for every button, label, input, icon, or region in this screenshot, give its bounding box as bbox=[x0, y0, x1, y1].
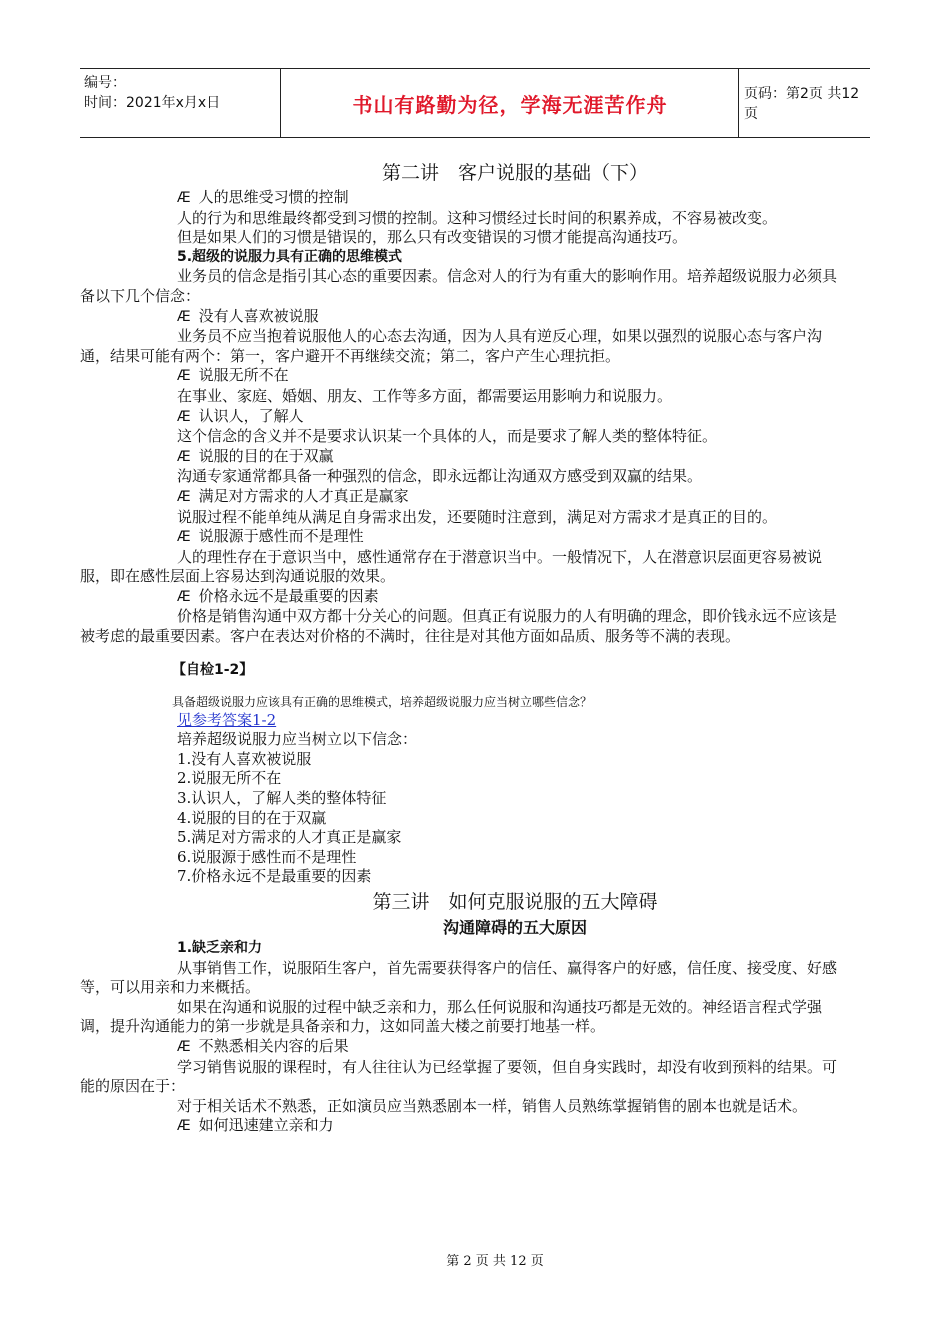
bullet-heading: Æ 人的思维受习惯的控制 bbox=[177, 188, 349, 206]
number-label: 编号： bbox=[84, 75, 126, 91]
answer-item: 6.说服源于感性而不是理性 bbox=[177, 847, 357, 866]
bullet-icon: Æ bbox=[177, 588, 191, 605]
bullet-icon: Æ bbox=[177, 1038, 191, 1055]
reference-link[interactable]: 见参考答案1-2 bbox=[177, 710, 277, 729]
bullet-heading: Æ 说服源于感性而不是理性 bbox=[177, 527, 364, 546]
answer-item: 1.没有人喜欢被说服 bbox=[177, 749, 312, 768]
bullet-icon: Æ bbox=[177, 1118, 191, 1135]
answer-item: 4.说服的目的在于双赢 bbox=[177, 808, 327, 827]
paragraph: 沟通专家通常都具备一种强烈的信念，即永远都让沟通双方感受到双赢的结果。 bbox=[177, 467, 703, 486]
answer-item: 2.说服无所不在 bbox=[177, 769, 282, 788]
answer-item: 5.满足对方需求的人才真正是赢家 bbox=[177, 828, 402, 847]
paragraph: 从事销售工作，说服陌生客户，首先需要获得客户的信任、赢得客户的好感，信任度、接受度、好感等，可以用亲和力来概括。 bbox=[80, 958, 838, 997]
bullet-icon: Æ bbox=[177, 308, 191, 325]
subsection-heading: 5.超级的说服力具有正确的思维模式 bbox=[177, 248, 403, 265]
bullet-icon: Æ bbox=[177, 368, 191, 385]
paragraph: 学习销售说服的课程时，有人往往认为已经掌握了要领，但自身实践时，却没有收到预料的结果。可能的原因在于： bbox=[80, 1057, 838, 1096]
bullet-heading: Æ 如何迅速建立亲和力 bbox=[177, 1116, 334, 1135]
answer-intro: 培养超级说服力应当树立以下信念： bbox=[177, 730, 418, 749]
bullet-heading: Æ 说服无所不在 bbox=[177, 366, 289, 385]
paragraph: 但是如果人们的习惯是错误的，那么只有改变错误的习惯才能提高沟通技巧。 bbox=[177, 228, 688, 247]
answer-item: 3.认识人，了解人类的整体特征 bbox=[177, 789, 387, 808]
section-title: 第二讲 客户说服的基础（下） bbox=[381, 162, 648, 184]
bullet-heading: Æ 不熟悉相关内容的后果 bbox=[177, 1036, 349, 1055]
paragraph: 人的理性存在于意识当中，感性通常存在于潜意识当中。一般情况下，人在潜意识层面更容易被说服，即在感性层面上容易达到沟通说服的效果。 bbox=[80, 547, 823, 586]
header-divider bbox=[280, 69, 281, 137]
answer-item: 7.价格永远不是最重要的因素 bbox=[177, 867, 372, 886]
paragraph: 价格是销售沟通中双方都十分关心的问题。但真正有说服力的人有明确的理念，即价钱永远不应该是被考虑的最重要因素。客户在表达对价格的不满时，往往是对其他方面如品质、服务等不满的表现。 bbox=[80, 607, 838, 646]
header-page-info: 页码：第2页 共12页 bbox=[744, 86, 860, 122]
bullet-heading: Æ 认识人，了解人 bbox=[177, 406, 304, 425]
paragraph: 如果在沟通和说服的过程中缺乏亲和力，那么任何说服和沟通技巧都是无效的。神经语言程式学强调，提升沟通能力的第一步就是具备亲和力，这如同盖大楼之前要打地基一样。 bbox=[80, 997, 823, 1036]
header-motto: 书山有路勤为径，学海无涯苦作舟 bbox=[352, 92, 668, 117]
page-footer: 第 2 页 共 12 页 bbox=[446, 1254, 544, 1269]
header-divider bbox=[738, 69, 739, 137]
paragraph: 这个信念的含义并不是要求认识某一个具体的人，而是要求了解人类的整体特征。 bbox=[177, 427, 718, 446]
time-label: 时间：2021年x月x日 bbox=[84, 95, 221, 111]
subsection-heading: 1.缺乏亲和力 bbox=[177, 940, 263, 956]
paragraph: 说服过程不能单纯从满足自身需求出发，还要随时注意到，满足对方需求才是真正的目的。 bbox=[177, 507, 778, 526]
paragraph: 业务员的信念是指引其心态的重要因素。信念对人的行为有重大的影响作用。培养超级说服力必须具备以下几个信念： bbox=[80, 267, 838, 305]
bullet-icon: Æ bbox=[177, 408, 191, 425]
paragraph: 对于相关话术不熟悉，正如演员应当熟悉剧本一样，销售人员熟练掌握销售的剧本也就是话术。 bbox=[177, 1096, 808, 1115]
bullet-heading: Æ 满足对方需求的人才真正是赢家 bbox=[177, 486, 409, 505]
paragraph: 在事业、家庭、婚姻、朋友、工作等多方面，都需要运用影响力和说服力。 bbox=[177, 386, 673, 405]
paragraph: 业务员不应当抱着说服他人的心态去沟通，因为人具有逆反心理，如果以强烈的说服心态与客户沟通，结果可能有两个：第一，客户避开不再继续交流；第二，客户产生心理抗拒。 bbox=[80, 327, 823, 365]
paragraph: 人的行为和思维最终都受到习惯的控制。这种习惯经过长时间的积累养成，不容易被改变。 bbox=[177, 208, 778, 227]
selfcheck-label: 【自检1-2】 bbox=[172, 661, 254, 678]
bullet-icon: Æ bbox=[177, 190, 191, 206]
bullet-heading: Æ 没有人喜欢被说服 bbox=[177, 306, 319, 325]
bullet-icon: Æ bbox=[177, 448, 191, 465]
header-meta bbox=[84, 73, 280, 113]
bullet-icon: Æ bbox=[177, 529, 191, 546]
bullet-heading: Æ 价格永远不是最重要的因素 bbox=[177, 586, 379, 605]
section-title: 第三讲 如何克服说服的五大障碍 bbox=[372, 891, 658, 913]
document-body bbox=[80, 158, 850, 1137]
bullet-heading: Æ 说服的目的在于双赢 bbox=[177, 446, 334, 465]
bullet-icon: Æ bbox=[177, 488, 191, 505]
section-subtitle: 沟通障碍的五大原因 bbox=[442, 918, 587, 937]
selfcheck-question: 具备超级说服力应该具有正确的思维模式，培养超级说服力应当树立哪些信念？ bbox=[172, 694, 593, 709]
document-header bbox=[80, 68, 870, 138]
